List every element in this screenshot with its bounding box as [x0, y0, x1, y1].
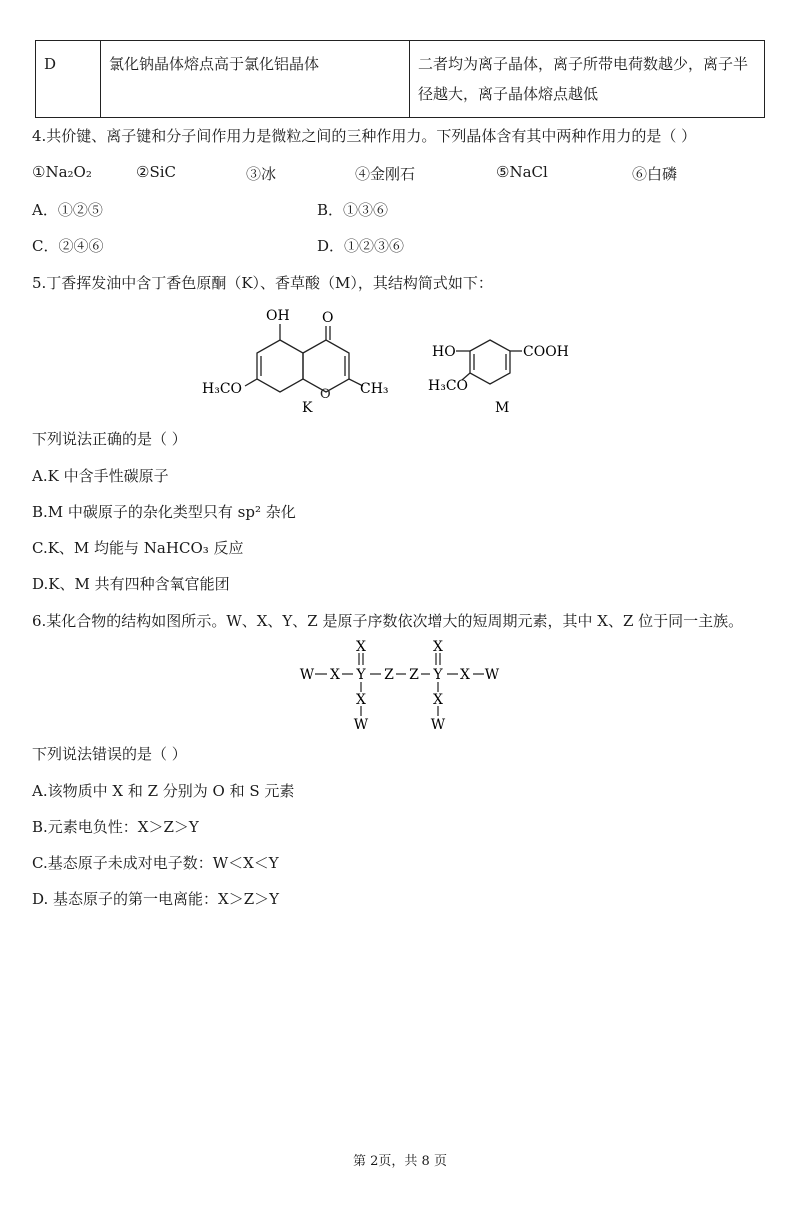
option-table — [35, 40, 765, 118]
m-cooh-label: COOH — [523, 344, 569, 360]
q4-item-4: ④金刚石 — [355, 165, 416, 183]
m-h3co-label: H₃CO — [428, 378, 469, 394]
atom-w-bottom-left: W — [353, 717, 369, 733]
q4-item-6: ⑥白磷 — [632, 165, 678, 183]
structure-k-bonds — [245, 324, 363, 392]
table-cell-reason: 二者均为离子晶体，离子所带电荷数越少，离子半径越大，离子晶体熔点越低 — [410, 41, 765, 118]
atom-w-left: W — [299, 667, 315, 683]
q5-structures — [200, 300, 600, 418]
atom-x-top-right: X — [433, 639, 443, 655]
q5-prompt: 下列说法正确的是（ ） — [32, 430, 187, 448]
atom-x-bottom-left: X — [356, 692, 366, 708]
q4-option-b: B．①③⑥ — [317, 201, 389, 219]
k-h3co-label: H₃CO — [202, 381, 243, 397]
q4-option-d: D．①②③⑥ — [317, 237, 405, 255]
q4-item-2: ②SiC — [136, 163, 176, 181]
q4-stem: 4.共价键、离子键和分子间作用力是微粒之间的三种作用力。下列晶体含有其中两种作用力的是（ ） — [32, 127, 697, 145]
k-label: K — [302, 400, 313, 416]
q6-option-a: A.该物质中 X 和 Z 分别为 O 和 S 元素 — [32, 782, 295, 800]
table-cell-statement: 氯化钠晶体熔点高于氯化铝晶体 — [101, 41, 410, 118]
atom-x-bottom-right: X — [433, 692, 443, 708]
q6-option-d: D. 基态原子的第一电离能：X＞Z＞Y — [32, 890, 280, 908]
q5-option-d: D.K、M 共有四种含氧官能团 — [32, 575, 230, 593]
q6-structure-bonds — [315, 653, 484, 716]
m-ho-label: HO — [432, 344, 456, 360]
q6-prompt: 下列说法错误的是（ ） — [32, 745, 187, 763]
q5-option-c: C.K、M 均能与 NaHCO₃ 反应 — [32, 539, 244, 557]
q5-stem: 5.丁香挥发油中含丁香色原酮（K）、香草酸（M），其结构简式如下： — [32, 274, 493, 292]
q4-item-1: ①Na₂O₂ — [32, 163, 92, 181]
table-cell-label: D — [36, 41, 101, 118]
q5-option-b: B.M 中碳原子的杂化类型只有 sp² 杂化 — [32, 503, 296, 521]
q6-structure — [295, 638, 515, 734]
atom-x-right: X — [460, 667, 470, 683]
q6-option-b: B.元素电负性：X＞Z＞Y — [32, 818, 199, 836]
table-row — [36, 41, 765, 118]
atom-w-right: W — [484, 667, 500, 683]
atom-y-left: Y — [356, 667, 366, 683]
q4-option-c: C．②④⑥ — [32, 237, 104, 255]
q6-structure-atoms — [300, 639, 500, 733]
q6-stem: 6.某化合物的结构如图所示。W、X、Y、Z 是原子序数依次增大的短周期元素，其中 X、Z 位于同一主族。 — [32, 612, 744, 630]
q6-option-c: C.基态原子未成对电子数：W＜X＜Y — [32, 854, 279, 872]
atom-x-top-left: X — [356, 639, 366, 655]
k-ring-o-label: O — [320, 387, 331, 402]
atom-w-bottom-right: W — [430, 717, 446, 733]
k-oh-label: OH — [266, 308, 290, 324]
q4-option-a: A．①②⑤ — [32, 201, 103, 219]
atom-y-right: Y — [433, 667, 443, 683]
q4-item-5: ⑤NaCl — [496, 163, 548, 181]
q4-item-3: ③冰 — [246, 165, 277, 183]
m-label: M — [495, 400, 510, 416]
atom-z-left: Z — [384, 667, 394, 683]
page-footer: 第 2页，共 8 页 — [353, 1154, 447, 1169]
atom-z-right: Z — [409, 667, 419, 683]
q5-option-a: A.K 中含手性碳原子 — [32, 467, 169, 485]
k-carbonyl-o-label: O — [322, 310, 334, 326]
k-ch3-label: CH₃ — [360, 381, 389, 397]
atom-x-left: X — [330, 667, 340, 683]
